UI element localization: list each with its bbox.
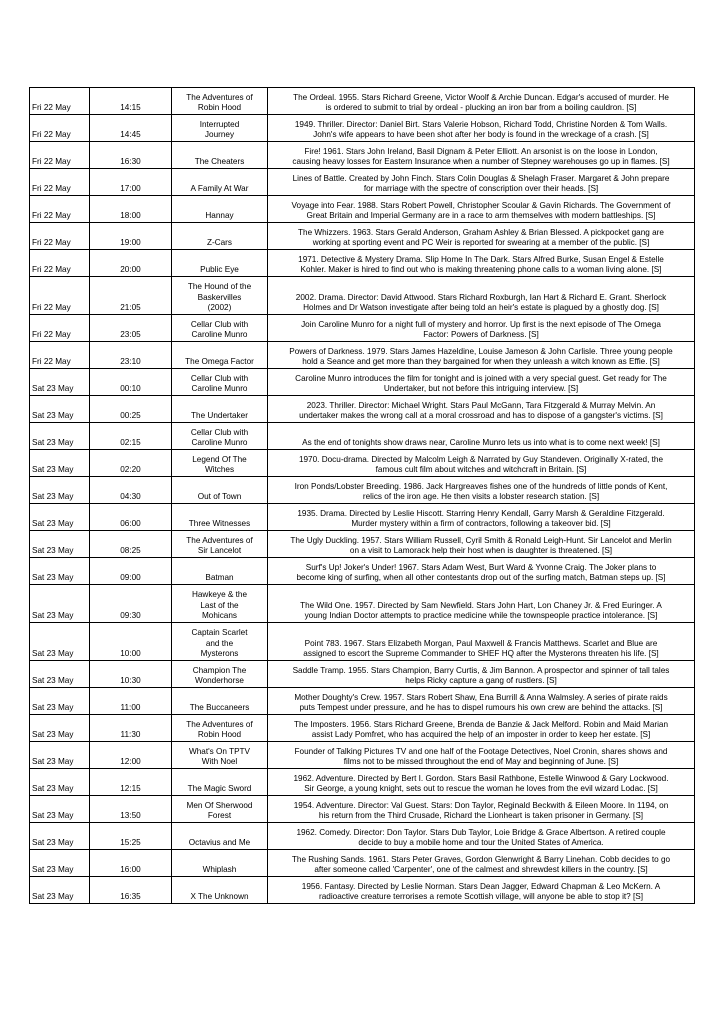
- schedule-row: [30, 850, 695, 877]
- row-programme-title: The Hound of the Baskervilles (2002): [172, 277, 268, 315]
- row-programme-title: Hannay: [172, 196, 268, 223]
- row-time: 17:00: [90, 169, 172, 196]
- row-date: Sat 23 May: [30, 688, 90, 715]
- row-time: 21:05: [90, 277, 172, 315]
- row-date: Fri 22 May: [30, 115, 90, 142]
- row-date: Fri 22 May: [30, 142, 90, 169]
- row-date: Fri 22 May: [30, 88, 90, 115]
- row-programme-title: Z-Cars: [172, 223, 268, 250]
- row-date: Sat 23 May: [30, 504, 90, 531]
- row-date: Fri 22 May: [30, 223, 90, 250]
- schedule-row: [30, 504, 695, 531]
- schedule-row: [30, 623, 695, 661]
- row-programme-title: Octavius and Me: [172, 823, 268, 850]
- row-programme-title: Champion The Wonderhorse: [172, 661, 268, 688]
- schedule-row: [30, 342, 695, 369]
- row-description: Mother Doughty's Crew. 1957. Stars Robert Shaw, Ena Burrill & Anna Walmsley. A series of pirate raids puts Tempest under pressure, and he has to dispel rumours his own crew are behind the attacks. [S]: [268, 688, 695, 715]
- row-time: 14:45: [90, 115, 172, 142]
- row-programme-title: The Adventures of Robin Hood: [172, 88, 268, 115]
- tv-schedule-table: [29, 87, 695, 904]
- row-description: Voyage into Fear. 1988. Stars Robert Powell, Christopher Scoular & Gavin Richards. The Government of Great Britain and Imperial Germany are in a race to arm themselves with modern battleships. [S]: [268, 196, 695, 223]
- row-date: Sat 23 May: [30, 423, 90, 450]
- row-time: 20:00: [90, 250, 172, 277]
- row-time: 02:20: [90, 450, 172, 477]
- schedule-row: [30, 688, 695, 715]
- row-date: Sat 23 May: [30, 715, 90, 742]
- row-date: Sat 23 May: [30, 585, 90, 623]
- row-programme-title: The Magic Sword: [172, 769, 268, 796]
- row-date: Sat 23 May: [30, 477, 90, 504]
- row-description: The Wild One. 1957. Directed by Sam Newfield. Stars John Hart, Lon Chaney Jr. & Fred Euringer. A young Indian Doctor attempts to practice medicine while the townspeople practice intolerance. [S]: [268, 585, 695, 623]
- row-programme-title: Hawkeye & the Last of the Mohicans: [172, 585, 268, 623]
- row-time: 00:25: [90, 396, 172, 423]
- row-date: Sat 23 May: [30, 396, 90, 423]
- schedule-row: [30, 223, 695, 250]
- schedule-row: [30, 558, 695, 585]
- row-programme-title: The Adventures of Robin Hood: [172, 715, 268, 742]
- row-date: Sat 23 May: [30, 450, 90, 477]
- row-date: Fri 22 May: [30, 196, 90, 223]
- row-time: 09:30: [90, 585, 172, 623]
- row-programme-title: Legend Of The Witches: [172, 450, 268, 477]
- row-description: The Rushing Sands. 1961. Stars Peter Graves, Gordon Glenwright & Barry Linehan. Cobb decides to go after someone called 'Carpenter', one of the calmest and shrewdest killers in the country. [S]: [268, 850, 695, 877]
- row-date: Sat 23 May: [30, 661, 90, 688]
- row-description: The Ordeal. 1955. Stars Richard Greene, Victor Woolf & Archie Duncan. Edgar's accused of murder. He is ordered to submit to trial by ordeal - plucking an iron bar from a boiling cauldron. [S]: [268, 88, 695, 115]
- schedule-row: [30, 661, 695, 688]
- schedule-row: [30, 742, 695, 769]
- row-programme-title: Out of Town: [172, 477, 268, 504]
- row-programme-title: X The Unknown: [172, 877, 268, 904]
- row-date: Sat 23 May: [30, 796, 90, 823]
- row-description: 1970. Docu-drama. Directed by Malcolm Leigh & Narrated by Guy Standeven. Originally X-rated, the famous cult film about witches and witchcraft in Britain. [S]: [268, 450, 695, 477]
- row-programme-title: A Family At War: [172, 169, 268, 196]
- row-time: 18:00: [90, 196, 172, 223]
- schedule-row: [30, 585, 695, 623]
- row-description: Point 783. 1967. Stars Elizabeth Morgan, Paul Maxwell & Francis Matthews. Scarlet and Blue are assigned to escort the Supreme Commander to SHEF HQ after the Mysterons threaten his life. [S]: [268, 623, 695, 661]
- schedule-row: [30, 196, 695, 223]
- row-description: The Whizzers. 1963. Stars Gerald Anderson, Graham Ashley & Brian Blessed. A pickpocket gang are working at sporting event and PC Weir is reported for swearing at a member of the public. [S]: [268, 223, 695, 250]
- row-time: 02:15: [90, 423, 172, 450]
- row-time: 16:30: [90, 142, 172, 169]
- row-time: 19:00: [90, 223, 172, 250]
- row-date: Sat 23 May: [30, 623, 90, 661]
- row-description: 2023. Thriller. Director: Michael Wright. Stars Paul McGann, Tara Fitzgerald & Murray Melvin. An undertaker makes the wrong call at a moral crossroad and has to dispose of a gangster's victims. [S]: [268, 396, 695, 423]
- row-description: Founder of Talking Pictures TV and one half of the Footage Detectives, Noel Cronin, shares shows and films not to be missed throughout the end of May and beginning of June. [S]: [268, 742, 695, 769]
- row-programme-title: Public Eye: [172, 250, 268, 277]
- row-time: 14:15: [90, 88, 172, 115]
- row-description: 1962. Comedy. Director: Don Taylor. Stars Dub Taylor, Loie Bridge & Grace Albertson. A retired couple decide to buy a mobile home and tour the United States of America.: [268, 823, 695, 850]
- row-time: 06:00: [90, 504, 172, 531]
- schedule-row: [30, 477, 695, 504]
- row-description: Lines of Battle. Created by John Finch. Stars Colin Douglas & Shelagh Fraser. Margaret & John prepare for marriage with the spectre of conscription over their heads. [S]: [268, 169, 695, 196]
- row-date: Sat 23 May: [30, 823, 90, 850]
- row-description: 2002. Drama. Director: David Attwood. Stars Richard Roxburgh, Ian Hart & Richard E. Grant. Sherlock Holmes and Dr Watson investigate after being told an heir's estate is plagued by a ghostly dog. [S]: [268, 277, 695, 315]
- schedule-row: [30, 396, 695, 423]
- row-description: The Ugly Duckling. 1957. Stars William Russell, Cyril Smith & Ronald Leigh-Hunt. Sir Lancelot and Merlin on a visit to Lamorack help their host when is daughter is threatened. [S]: [268, 531, 695, 558]
- row-programme-title: Three Witnesses: [172, 504, 268, 531]
- row-date: Fri 22 May: [30, 277, 90, 315]
- schedule-row: [30, 250, 695, 277]
- row-date: Sat 23 May: [30, 850, 90, 877]
- schedule-row: [30, 715, 695, 742]
- schedule-row: [30, 169, 695, 196]
- row-time: 16:35: [90, 877, 172, 904]
- row-programme-title: What's On TPTV With Noel: [172, 742, 268, 769]
- row-programme-title: Batman: [172, 558, 268, 585]
- row-date: Sat 23 May: [30, 877, 90, 904]
- row-description: 1971. Detective & Mystery Drama. Slip Home In The Dark. Stars Alfred Burke, Susan Engel & Estelle Kohler. Maker is hired to find out who is making threatening phone calls to a woman living alone. [S]: [268, 250, 695, 277]
- row-description: 1962. Adventure. Directed by Bert I. Gordon. Stars Basil Rathbone, Estelle Winwood & Gary Lockwood. Sir George, a young knight, sets out to rescue the woman he loves from the evil wizard Lodac. [S]: [268, 769, 695, 796]
- row-programme-title: Interrupted Journey: [172, 115, 268, 142]
- schedule-row: [30, 315, 695, 342]
- schedule-row: [30, 423, 695, 450]
- row-date: Sat 23 May: [30, 558, 90, 585]
- row-description: 1954. Adventure. Director: Val Guest. Stars: Don Taylor, Reginald Beckwith & Eileen Moore. In 1194, on his return from the Third Crusade, Richard the Lionheart is taken prisoner in Germany. [S]: [268, 796, 695, 823]
- row-time: 13:50: [90, 796, 172, 823]
- row-time: 08:25: [90, 531, 172, 558]
- row-date: Fri 22 May: [30, 315, 90, 342]
- row-programme-title: Cellar Club with Caroline Munro: [172, 423, 268, 450]
- schedule-row: [30, 369, 695, 396]
- row-programme-title: Cellar Club with Caroline Munro: [172, 315, 268, 342]
- schedule-row: [30, 277, 695, 315]
- row-date: Fri 22 May: [30, 342, 90, 369]
- row-description: Join Caroline Munro for a night full of mystery and horror. Up first is the next episode of The Omega Factor: Powers of Darkness. [S]: [268, 315, 695, 342]
- row-time: 10:00: [90, 623, 172, 661]
- schedule-row: [30, 823, 695, 850]
- row-time: 11:00: [90, 688, 172, 715]
- schedule-row: [30, 769, 695, 796]
- row-programme-title: Whiplash: [172, 850, 268, 877]
- row-time: 09:00: [90, 558, 172, 585]
- row-description: Surf's Up! Joker's Under! 1967. Stars Adam West, Burt Ward & Yvonne Craig. The Joker plans to become king of surfing, when all other contestants drop out of the surfing match, Batman steps up. [S]: [268, 558, 695, 585]
- row-description: As the end of tonights show draws near, Caroline Munro lets us into what is to come next week! [S]: [268, 423, 695, 450]
- row-time: 23:10: [90, 342, 172, 369]
- row-time: 23:05: [90, 315, 172, 342]
- row-description: Saddle Tramp. 1955. Stars Champion, Barry Curtis, & Jim Bannon. A prospector and spinner of tall tales helps Ricky capture a gang of rustlers. [S]: [268, 661, 695, 688]
- row-date: Sat 23 May: [30, 531, 90, 558]
- row-description: The Imposters. 1956. Stars Richard Greene, Brenda de Banzie & Jack Melford. Robin and Maid Marian assist Lady Pomfret, who has acquired the help of an imposter in order to keep her estate. [S]: [268, 715, 695, 742]
- row-programme-title: The Buccaneers: [172, 688, 268, 715]
- row-time: 12:15: [90, 769, 172, 796]
- row-time: 16:00: [90, 850, 172, 877]
- row-description: Powers of Darkness. 1979. Stars James Hazeldine, Louise Jameson & John Carlisle. Three young people hold a Seance and get more than they bargained for when they unleash a witch known as Effie. [S]: [268, 342, 695, 369]
- row-time: 11:30: [90, 715, 172, 742]
- row-time: 15:25: [90, 823, 172, 850]
- row-programme-title: Cellar Club with Caroline Munro: [172, 369, 268, 396]
- row-programme-title: The Omega Factor: [172, 342, 268, 369]
- row-date: Sat 23 May: [30, 369, 90, 396]
- row-time: 10:30: [90, 661, 172, 688]
- schedule-body: [30, 88, 695, 904]
- schedule-row: [30, 115, 695, 142]
- schedule-row: [30, 142, 695, 169]
- row-description: Caroline Munro introduces the film for tonight and is joined with a very special guest. Get ready for The Undertaker, but not before this intriguing interview. [S]: [268, 369, 695, 396]
- row-description: Fire! 1961. Stars John Ireland, Basil Dignam & Peter Elliott. An arsonist is on the loose in London, causing heavy losses for Eastern Insurance when a number of Stepney warehouses go up in flames. [S]: [268, 142, 695, 169]
- schedule-row: [30, 531, 695, 558]
- row-description: Iron Ponds/Lobster Breeding. 1986. Jack Hargreaves fishes one of the hundreds of little ponds of Kent, relics of the iron age. He then visits a lobster research station. [S]: [268, 477, 695, 504]
- row-programme-title: The Adventures of Sir Lancelot: [172, 531, 268, 558]
- row-description: 1949. Thriller. Director: Daniel Birt. Stars Valerie Hobson, Richard Todd, Christine Norden & Tom Walls. John's wife appears to have been shot after her body is found in the wreckage of a crash. [S]: [268, 115, 695, 142]
- row-programme-title: Men Of Sherwood Forest: [172, 796, 268, 823]
- row-programme-title: The Cheaters: [172, 142, 268, 169]
- schedule-row: [30, 450, 695, 477]
- row-time: 04:30: [90, 477, 172, 504]
- row-date: Sat 23 May: [30, 769, 90, 796]
- row-date: Fri 22 May: [30, 169, 90, 196]
- row-time: 00:10: [90, 369, 172, 396]
- schedule-row: [30, 877, 695, 904]
- row-description: 1956. Fantasy. Directed by Leslie Norman. Stars Dean Jagger, Edward Chapman & Leo McKern. A radioactive creature terrorises a remote Scottish village, will anyone be able to stop it? [S]: [268, 877, 695, 904]
- row-programme-title: Captain Scarlet and the Mysterons: [172, 623, 268, 661]
- row-date: Fri 22 May: [30, 250, 90, 277]
- schedule-row: [30, 88, 695, 115]
- row-programme-title: The Undertaker: [172, 396, 268, 423]
- row-time: 12:00: [90, 742, 172, 769]
- row-description: 1935. Drama. Directed by Leslie Hiscott. Starring Henry Kendall, Garry Marsh & Geraldine Fitzgerald. Murder mystery within a firm of contractors, following a takeover bid. [S]: [268, 504, 695, 531]
- schedule-row: [30, 796, 695, 823]
- row-date: Sat 23 May: [30, 742, 90, 769]
